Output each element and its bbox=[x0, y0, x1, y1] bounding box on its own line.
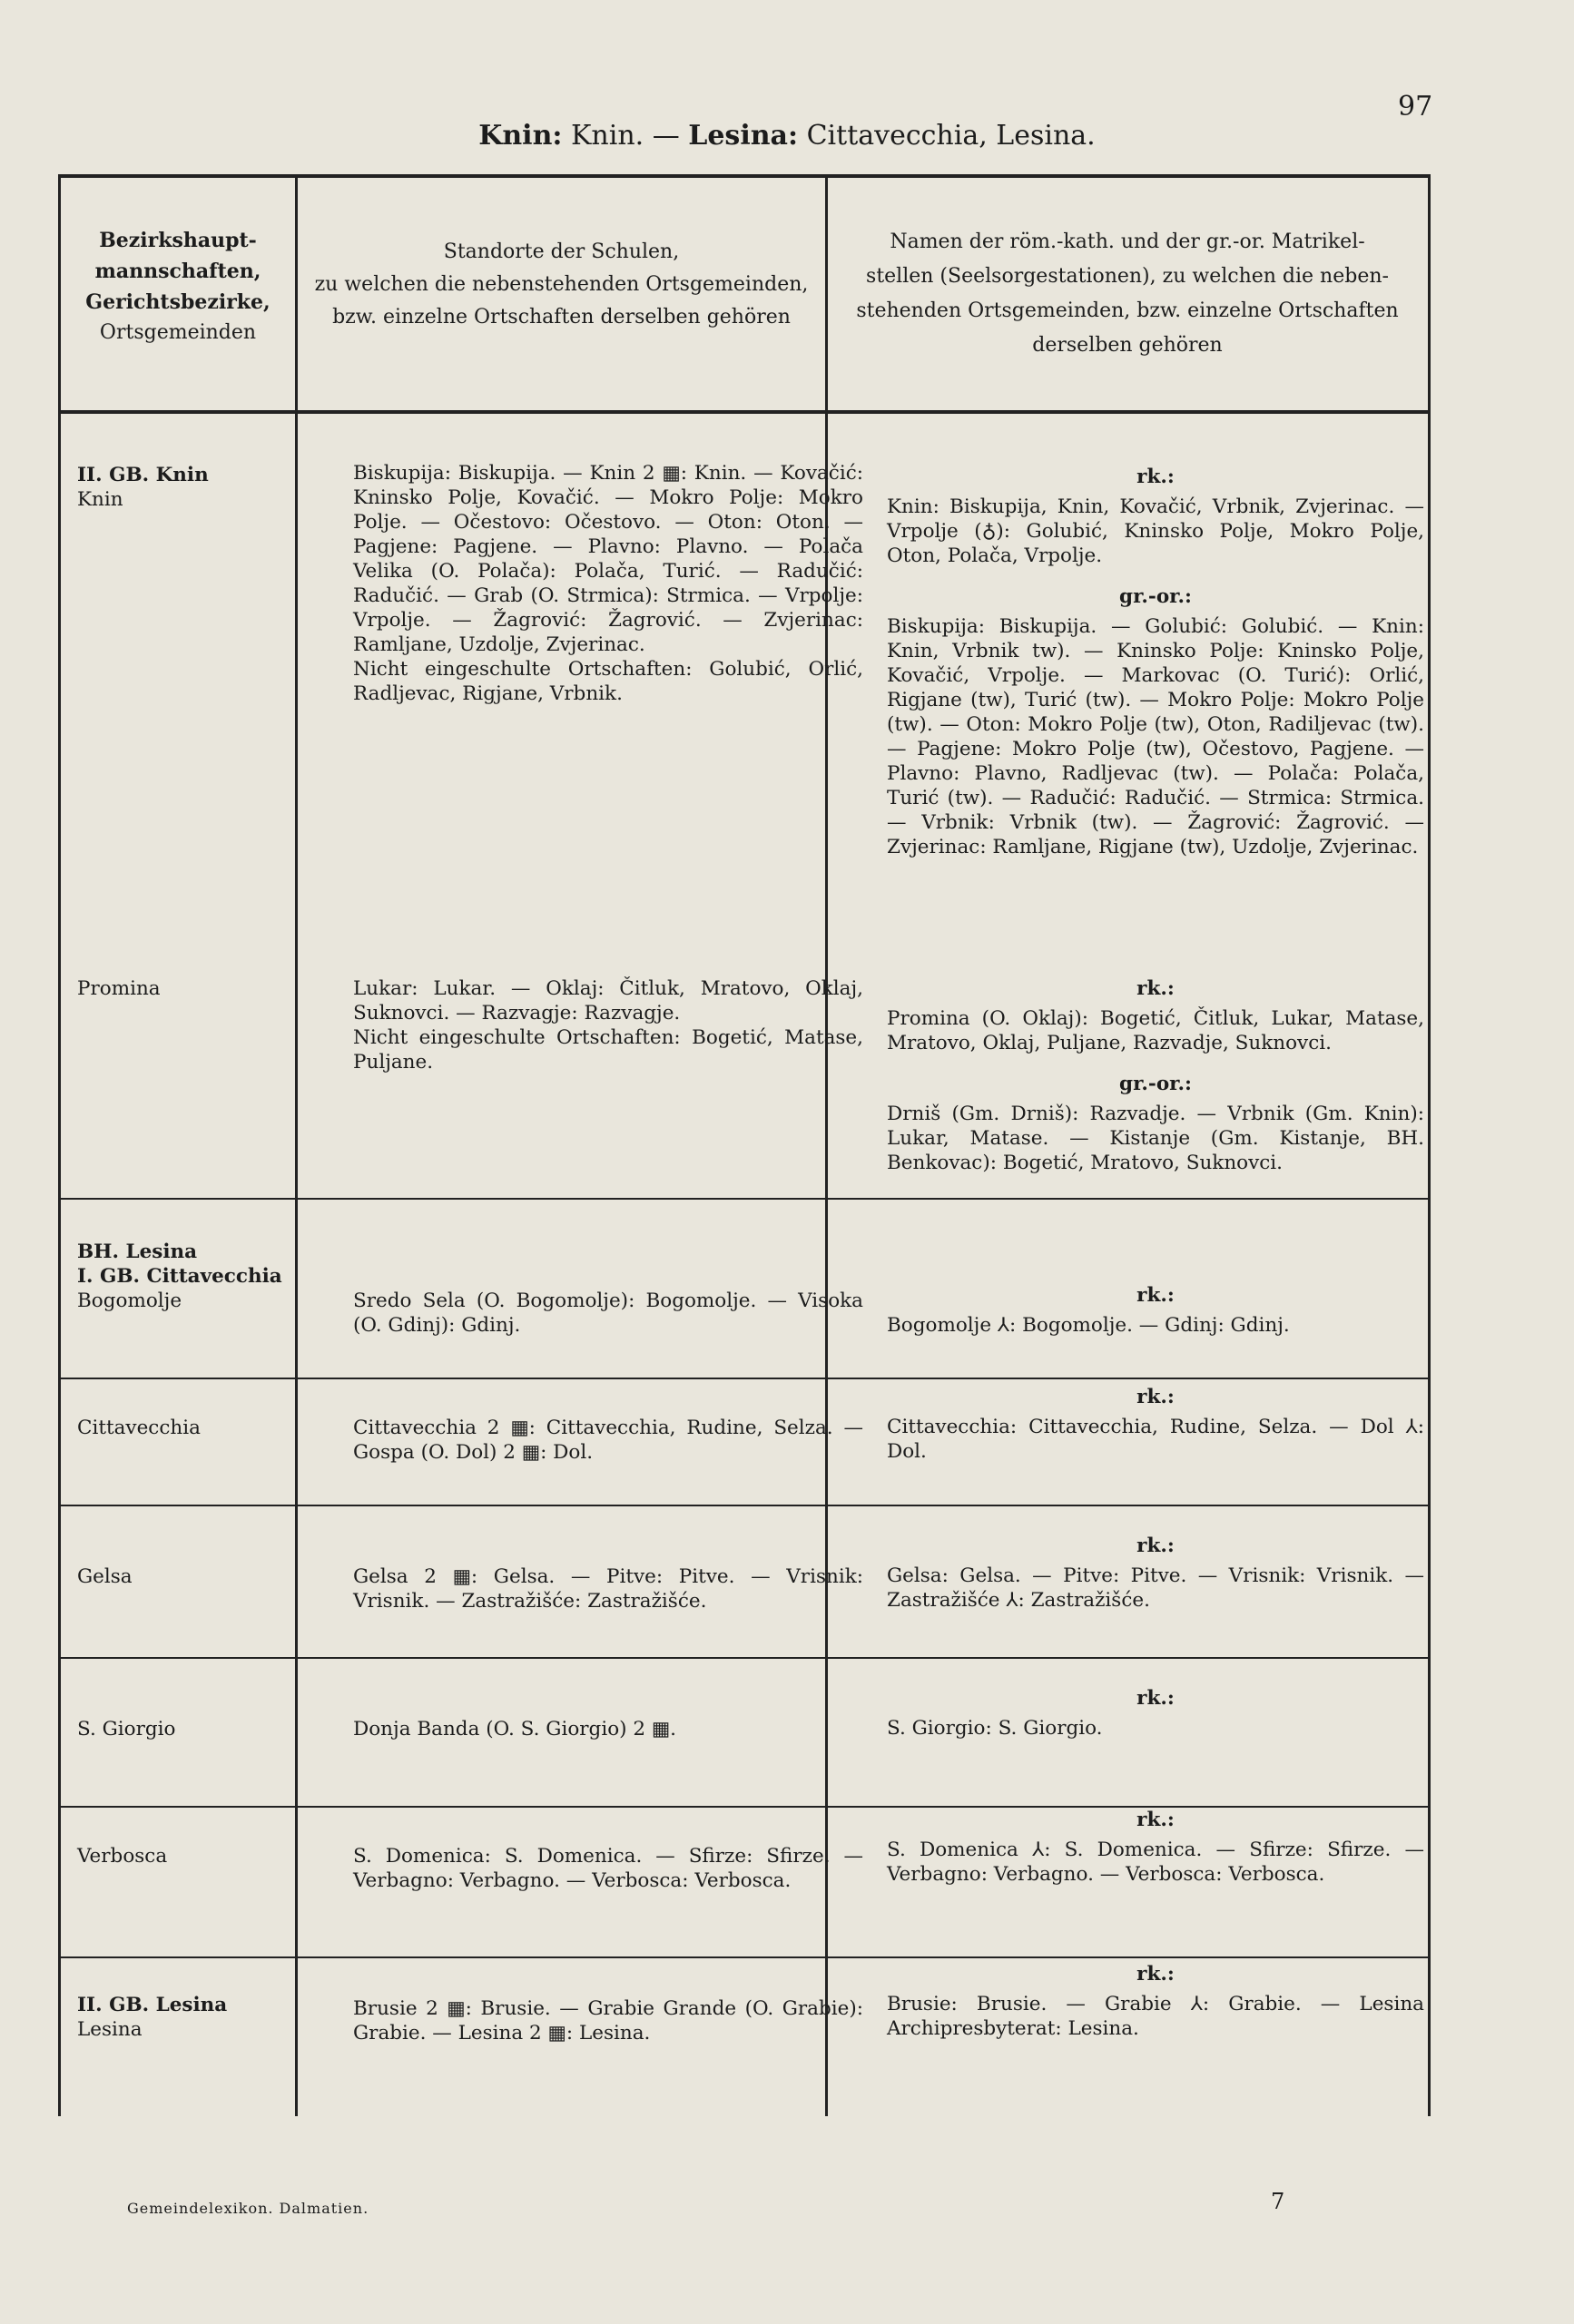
row-cittavecchia-parishes: rk.: Cittavecchia: Cittavecchia, Rudine, Selza. — Dol ⅄: Dol. bbox=[887, 1386, 1424, 1463]
row-promina-schools: Lukar: Lukar. — Oklaj: Čitluk, Mratovo, Oklaj, Suknovci. — Razvagje: Razvagje. Nicht eingeschulte Ortschaften: Bogetić, Matase, Puljane. bbox=[353, 977, 863, 1074]
row-verbosca-parishes: rk.: S. Domenica ⅄: S. Domenica. — Sfirze: Sfirze. — Verbagno: Verbagno. — Verbosca: Verbosca. bbox=[887, 1809, 1424, 1886]
row-promina-parishes: rk.: Promina (O. Oklaj): Bogetić, Čitluk, Lukar, Matase, Mratovo, Oklaj, Puljane, Razvadje, Suknovci. gr.-or.: Drniš (Gm. Drniš): Razvadje. — Vrbnik (Gm. Knin): Lukar, Matase. — Kistanje (Gm. Kistanje, BH. Benkovac): Bogetić, Mratovo, Suknovci. bbox=[887, 977, 1424, 1174]
row-knin-schools: Biskupija: Biskupija. — Knin 2 ▦: Knin. — Kovačić: Kninsko Polje, Kovačić. — Mokro Polje: Mokro Polje. — Očestovo: Očestovo. — Oton: Oton. — Pagjene: Pagjene. — Plavno: Plavno. — Polača Velika (O. Polača): Polača, Turić. — Radučić: Radučić. — Grab (O. Strmica): Strmica. — Vrpolje: Vrpolje. — Žagrović: Žagrović. — Zvjerinac: Ramljane, Uzdolje, Zvjerinac. Nicht eingeschulte Ortschaften: Golubić, Orlić, Radljevac, Rigjane, Vrbnik. bbox=[353, 462, 863, 705]
row-lesina-commune: II. GB. Lesina Lesina bbox=[77, 1994, 228, 2041]
row-knin-parishes: rk.: Knin: Biskupija, Knin, Kovačić, Vrbnik, Zvjerinac. — Vrpolje (♁): Golubić, Kninsko Polje, Mokro Polje, Oton, Polača, Vrpolje. gr.-or.: Biskupija: Biskupija. — Golubić: Golubić. — Knin: Knin, Vrbnik tw). — Kninsko Polje: Kninsko Polje, Kovačić, Vrpolje. — Markovac (O. Turić): Orlić, Rigjane (tw), Turić (tw). — Mokro Polje: Mokro Polje (tw). — Oton: Mokro Polje (tw), Oton, Radiljevac (tw). — Pagjene: Mokro Polje (tw), Očestovo, Pagjene. — Plavno: Plavno, Radljevac (tw). — Polača: Polača, Turić (tw). — Radučić: Radučić. — Strmica: Strmica. — Vrbnik: Vrbnik (tw). — Žagrović: Žagrović. — Zvjerinac: Ramljane, Rigjane (tw), Uzdolje, Zvjerinac. bbox=[887, 466, 1424, 858]
running-head-part2: Cittavecchia, Lesina. bbox=[798, 120, 1096, 152]
running-head bbox=[0, 120, 1574, 152]
running-head-part2-bold: Lesina: bbox=[688, 120, 799, 152]
running-head-part1: Knin. — bbox=[562, 120, 689, 152]
row-sgiorgio-parishes: rk.: S. Giorgio: S. Giorgio. bbox=[887, 1687, 1175, 1740]
running-head-part1-bold: Knin: bbox=[478, 120, 563, 152]
header-col1: Bezirkshaupt- mannschaften, Gerichtsbezirke, Ortsgemeinden bbox=[85, 229, 271, 344]
footer-signature: 7 bbox=[1271, 2189, 1285, 2214]
row-rule-6 bbox=[61, 1956, 1428, 1958]
row-promina-commune: Promina bbox=[77, 977, 161, 1000]
header-col3: Namen der röm.-kath. und der gr.-or. Matrikel- stellen (Seelsorgestationen), zu welchen die neben- stehenden Ortsgemeinden, bzw. einzelne Ortschaften derselben gehören bbox=[856, 230, 1399, 357]
row-cittavecchia-schools: Cittavecchia 2 ▦: Cittavecchia, Rudine, Selza. — Gospa (O. Dol) 2 ▦: Dol. bbox=[353, 1417, 863, 1464]
row-sgiorgio-commune: S. Giorgio bbox=[77, 1718, 176, 1741]
row-verbosca-schools: S. Domenica: S. Domenica. — Sfirze: Sfirze. — Verbagno: Verbagno. — Verbosca: Verbosca. bbox=[353, 1845, 863, 1892]
row-knin-commune: II. GB. Knin Knin bbox=[77, 464, 209, 511]
row-gelsa-commune: Gelsa bbox=[77, 1565, 133, 1588]
row-bogomolje-schools: Sredo Sela (O. Bogomolje): Bogomolje. — Visoka (O. Gdinj): Gdinj. bbox=[353, 1289, 863, 1337]
row-bogomolje-commune: BH. Lesina I. GB. Cittavecchia Bogomolje bbox=[77, 1240, 282, 1312]
row-gelsa-parishes: rk.: Gelsa: Gelsa. — Pitve: Pitve. — Vrisnik: Vrisnik. — Zastražišće ⅄: Zastražišće. bbox=[887, 1535, 1424, 1612]
row-verbosca-commune: Verbosca bbox=[77, 1845, 168, 1868]
footer-source: Gemeindelexikon. Dalmatien. bbox=[127, 2200, 369, 2217]
row-rule-3 bbox=[61, 1505, 1428, 1506]
page-number: 97 bbox=[1398, 91, 1433, 123]
row-rule-2 bbox=[61, 1378, 1428, 1379]
row-gelsa-schools: Gelsa 2 ▦: Gelsa. — Pitve: Pitve. — Vrisnik: Vrisnik. — Zastražišće: Zastražišće. bbox=[353, 1565, 863, 1613]
row-rule-1 bbox=[61, 1198, 1428, 1200]
row-sgiorgio-schools: Donja Banda (O. S. Giorgio) 2 ▦. bbox=[353, 1718, 677, 1741]
row-lesina-parishes: rk.: Brusie: Brusie. — Grabie ⅄: Grabie. — Lesina Archipresbyterat: Lesina. bbox=[887, 1963, 1424, 2040]
header-col2: Standorte der Schulen, zu welchen die nebenstehenden Ortsgemeinden, bzw. einzelne Ortschaften derselben gehören bbox=[314, 240, 809, 328]
header-rule bbox=[61, 410, 1428, 414]
row-cittavecchia-commune: Cittavecchia bbox=[77, 1417, 201, 1439]
gazetteer-table bbox=[58, 174, 1431, 2116]
row-bogomolje-parishes: rk.: Bogomolje ⅄: Bogomolje. — Gdinj: Gdinj. bbox=[887, 1284, 1290, 1337]
row-rule-4 bbox=[61, 1657, 1428, 1659]
row-lesina-schools: Brusie 2 ▦: Brusie. — Grabie Grande (O. Grabie): Grabie. — Lesina 2 ▦: Lesina. bbox=[353, 1997, 863, 2045]
